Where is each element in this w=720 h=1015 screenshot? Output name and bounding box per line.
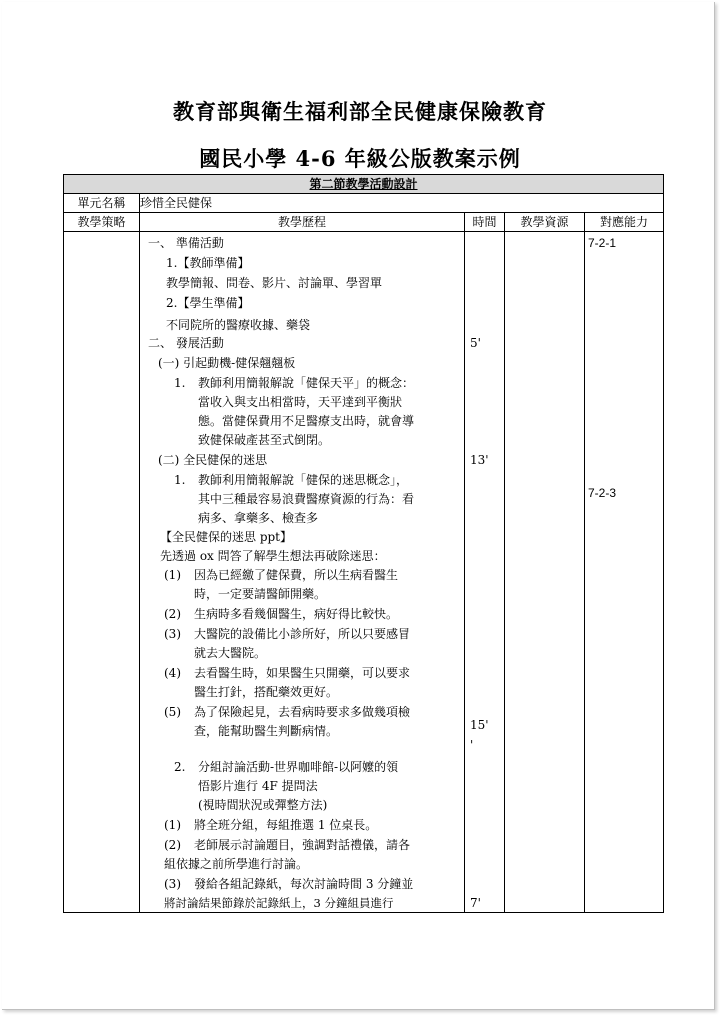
unit-value: 珍惜全民健保	[140, 194, 664, 213]
process-line: (4)	[164, 666, 181, 680]
process-line: 發給各組記錄紙，每次討論時間 3 分鐘並	[194, 877, 414, 891]
process-line: 生病時多看幾個醫生，病好得比較快。	[194, 607, 399, 621]
process-line: (1)	[164, 568, 181, 582]
process-line: 態。當健保費用不足醫療支出時，就會導	[198, 414, 415, 428]
process-line: 2.【學生準備】	[166, 296, 250, 310]
process-line: (二) 全民健保的迷思	[158, 453, 268, 467]
process-line: 1.	[174, 473, 186, 487]
process-line: 時，一定要請醫師開藥。	[194, 587, 327, 601]
time-value: 15'	[470, 718, 489, 732]
lesson-plan-table	[63, 174, 664, 913]
process-line: 醫生打針，搭配藥效更好。	[194, 685, 339, 699]
process-line: 致健保破產甚至式倒閉。	[198, 433, 331, 447]
time-value: '	[470, 738, 474, 752]
process-line: 查，能幫助醫生判斷病情。	[194, 724, 339, 738]
process-line: 2.	[174, 760, 186, 774]
header-resources: 教學資源	[505, 213, 585, 232]
time-cell	[465, 232, 505, 913]
document-subtitle: 國民小學 4-6 年級公版教案示例	[199, 146, 521, 171]
process-line: 一、 準備活動	[148, 236, 224, 250]
process-line: 1.	[174, 376, 186, 390]
process-line: 二、 發展活動	[148, 336, 224, 350]
process-line: 組依據之前所學進行討論。	[164, 857, 309, 871]
process-line: 先透過 ox 問答了解學生想法再破除迷思：	[160, 549, 386, 563]
process-line: 去看醫生時，如果醫生只開藥，可以要求	[194, 666, 411, 680]
process-line: 教師利用簡報解說「健保天平」的概念：	[198, 376, 415, 390]
process-line: (2)	[164, 838, 181, 852]
header-process: 教學歷程	[140, 213, 465, 232]
competency-value: 7-2-1	[588, 236, 617, 250]
process-line: (2)	[164, 607, 181, 621]
competency-cell	[585, 232, 664, 913]
column-header-row	[64, 213, 664, 232]
process-line: 將討論結果節錄於記錄紙上，3 分鐘組員進行	[164, 896, 394, 910]
unit-row	[64, 194, 664, 213]
process-line: (3)	[164, 877, 181, 891]
time-value: 5'	[470, 336, 481, 350]
content-row	[64, 232, 664, 913]
header-competency: 對應能力	[585, 213, 664, 232]
strategy-cell	[64, 232, 140, 913]
section-header-row	[64, 175, 664, 194]
time-value: 13'	[470, 453, 489, 467]
process-line: 其中三種最容易浪費醫療資源的行為：看	[198, 492, 415, 506]
document-title: 教育部與衛生福利部全民健康保險教育	[173, 99, 547, 124]
section-header: 第二節教學活動設計	[64, 175, 664, 194]
process-line: 當收入與支出相當時，天平達到平衡狀	[198, 395, 403, 409]
process-line: (5)	[164, 705, 181, 719]
process-cell	[140, 232, 465, 913]
process-line: 病多、拿藥多、檢查多	[198, 511, 319, 525]
process-line: 【全民健保的迷思 ppt】	[160, 530, 293, 544]
unit-label: 單元名稱	[64, 194, 140, 213]
process-line: 大醫院的設備比小診所好，所以只要感冒	[194, 627, 411, 641]
process-line: 分組討論活動-世界咖啡館-以阿嬤的領	[198, 760, 399, 774]
header-strategy: 教學策略	[64, 213, 140, 232]
process-line: 因為已經繳了健保費，所以生病看醫生	[194, 568, 399, 582]
process-line: 教師利用簡報解說「健保的迷思概念」，	[198, 473, 409, 487]
process-line: 不同院所的醫療收據、藥袋	[166, 318, 311, 332]
resources-cell	[505, 232, 585, 913]
time-value: 7'	[470, 896, 481, 910]
process-line: 教學簡報、問卷、影片、討論單、學習單	[166, 276, 383, 290]
process-line: (視時間狀況或彈整方法)	[198, 798, 328, 812]
process-line: 老師展示討論題目，強調對話禮儀，請各	[194, 838, 411, 852]
process-line: 就去大醫院。	[194, 646, 267, 660]
process-line: (3)	[164, 627, 181, 641]
process-line: 將全班分組，每組推選 1 位桌長。	[194, 818, 378, 832]
process-line: 1.【教師準備】	[166, 256, 250, 270]
process-line: (1)	[164, 818, 181, 832]
process-line: 為了保險起見，去看病時要求多做幾項檢	[194, 705, 411, 719]
process-line: (一) 引起動機-健保翹翹板	[158, 356, 296, 370]
header-time: 時間	[465, 213, 505, 232]
process-line: 悟影片進行 4F 提問法	[198, 779, 318, 793]
competency-value: 7-2-3	[588, 486, 617, 500]
